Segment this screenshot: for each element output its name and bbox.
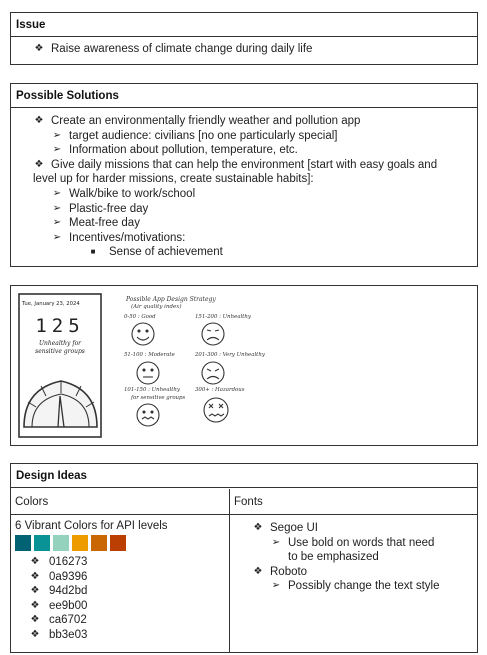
level-label-2: for sensitive groups bbox=[131, 395, 186, 401]
solution-subitem bbox=[33, 129, 469, 144]
solution-subitem bbox=[33, 216, 469, 231]
solution-text: level up for harder missions, create sustainable habits]: bbox=[33, 173, 314, 186]
fonts-column bbox=[230, 489, 477, 652]
font-note: Use bold on words that need bbox=[288, 536, 435, 549]
hex-code: bb3e03 bbox=[49, 628, 88, 641]
diamond-bullet-icon: ❖ bbox=[34, 158, 44, 170]
arrow-bullet-icon: ➢ bbox=[52, 144, 62, 156]
font-item bbox=[252, 521, 473, 536]
diamond-bullet-icon: ❖ bbox=[30, 570, 40, 582]
level-label: 300+ : Hazardous bbox=[195, 387, 245, 393]
diamond-bullet-icon: ❖ bbox=[30, 628, 40, 640]
solution-subtext: Incentives/motivations: bbox=[69, 231, 186, 244]
solution-subtext: Information about pollution, temperature, etc. bbox=[69, 144, 298, 157]
fonts-list bbox=[230, 515, 477, 594]
design-title: Design Ideas bbox=[11, 464, 477, 488]
colors-header: Colors bbox=[11, 489, 229, 515]
color-swatch bbox=[53, 535, 69, 551]
diamond-bullet-icon: ❖ bbox=[30, 614, 40, 626]
design-section bbox=[10, 463, 478, 653]
design-table bbox=[11, 489, 477, 652]
diamond-bullet-icon: ❖ bbox=[34, 43, 44, 54]
font-note: to be emphasized bbox=[288, 551, 379, 564]
solutions-section bbox=[10, 83, 478, 267]
level-label: 151-200 : Unhealthy bbox=[195, 314, 251, 320]
diamond-bullet-icon: ❖ bbox=[30, 599, 40, 611]
solution-item bbox=[33, 158, 469, 173]
hex-list bbox=[11, 551, 229, 643]
colors-intro: 6 Vibrant Colors for API levels bbox=[15, 520, 168, 532]
solution-text: Give daily missions that can help the environment [start with easy goals and bbox=[51, 158, 438, 171]
solution-text-cont bbox=[33, 172, 469, 187]
font-item bbox=[252, 565, 473, 580]
hex-item bbox=[29, 570, 229, 585]
font-name: Roboto bbox=[270, 565, 308, 578]
hex-code: 0a9396 bbox=[49, 570, 88, 583]
phone-label-1: Unhealthy for bbox=[38, 340, 82, 347]
level-label: 0-50 : Good bbox=[124, 314, 156, 320]
hex-item bbox=[29, 628, 229, 643]
solution-subitem bbox=[33, 187, 469, 202]
color-swatch bbox=[91, 535, 107, 551]
font-name: Segoe UI bbox=[270, 522, 318, 534]
level-label: 101-150 : Unhealthy bbox=[124, 387, 180, 393]
solution-subsubitem bbox=[33, 245, 469, 260]
solution-subtext: target audience: civilians [no one particularly special] bbox=[69, 129, 338, 142]
hex-item bbox=[29, 555, 229, 570]
solution-text: Create an environmentally friendly weather and pollution app bbox=[51, 115, 361, 127]
solution-subitem bbox=[33, 143, 469, 158]
diamond-bullet-icon: ❖ bbox=[30, 556, 40, 567]
arrow-bullet-icon: ➢ bbox=[271, 536, 281, 548]
diamond-bullet-icon: ❖ bbox=[34, 115, 44, 126]
arrow-bullet-icon: ➢ bbox=[52, 129, 62, 141]
hex-code: ca6702 bbox=[49, 614, 87, 627]
hex-code: 016273 bbox=[49, 556, 88, 568]
issue-title: Issue bbox=[11, 13, 477, 37]
solution-subtext: Plastic-free day bbox=[69, 202, 149, 215]
diamond-bullet-icon: ❖ bbox=[30, 585, 40, 597]
sketch-section bbox=[10, 285, 478, 446]
solutions-title: Possible Solutions bbox=[11, 84, 477, 108]
level-label: 51-100 : Moderate bbox=[124, 352, 175, 358]
solutions-body bbox=[11, 108, 477, 260]
diamond-bullet-icon: ❖ bbox=[253, 565, 263, 577]
phone-label-2: sensitive groups bbox=[35, 348, 85, 355]
solution-subsubtext: Sense of achievement bbox=[109, 246, 223, 259]
issue-text: Raise awareness of climate change during daily life bbox=[51, 43, 313, 55]
hex-item bbox=[29, 584, 229, 599]
color-swatch bbox=[110, 535, 126, 551]
hex-code: 94d2bd bbox=[49, 585, 88, 598]
hex-item bbox=[29, 613, 229, 628]
solution-subitem bbox=[33, 231, 469, 246]
arrow-bullet-icon: ➢ bbox=[52, 202, 62, 214]
solution-subtext: Walk/bike to work/school bbox=[69, 187, 196, 200]
font-subitem bbox=[252, 536, 473, 551]
arrow-bullet-icon: ➢ bbox=[271, 580, 281, 592]
arrow-bullet-icon: ➢ bbox=[52, 217, 62, 229]
font-note: Possibly change the text style bbox=[288, 580, 440, 593]
sketch-heading: Possible App Design Strategy bbox=[126, 296, 216, 303]
level-label: 201-300 : Very Unhealthy bbox=[195, 352, 265, 358]
square-bullet-icon: ■ bbox=[90, 247, 96, 257]
issue-body bbox=[11, 37, 477, 57]
arrow-bullet-icon: ➢ bbox=[52, 187, 62, 199]
colors-column bbox=[11, 489, 230, 652]
color-swatch bbox=[34, 535, 50, 551]
phone-date: Tue, January 23, 2024 bbox=[22, 301, 80, 307]
arrow-bullet-icon: ➢ bbox=[52, 231, 62, 243]
design-sketch-image bbox=[11, 286, 477, 445]
issue-section bbox=[10, 12, 478, 65]
solution-item bbox=[33, 114, 469, 129]
color-swatches bbox=[11, 535, 229, 551]
color-swatch bbox=[72, 535, 88, 551]
hex-item bbox=[29, 599, 229, 614]
solution-subitem bbox=[33, 202, 469, 217]
diamond-bullet-icon: ❖ bbox=[253, 522, 263, 533]
font-subitem bbox=[252, 579, 473, 594]
sketch-subheading: (Air quality index) bbox=[131, 304, 182, 310]
hex-code: ee9b00 bbox=[49, 599, 88, 612]
font-subitem-cont bbox=[252, 550, 473, 565]
solution-subtext: Meat-free day bbox=[69, 217, 140, 230]
color-swatch bbox=[15, 535, 31, 551]
fonts-header: Fonts bbox=[230, 489, 477, 515]
issue-item bbox=[33, 42, 477, 57]
phone-aqi: 125 bbox=[35, 315, 85, 337]
